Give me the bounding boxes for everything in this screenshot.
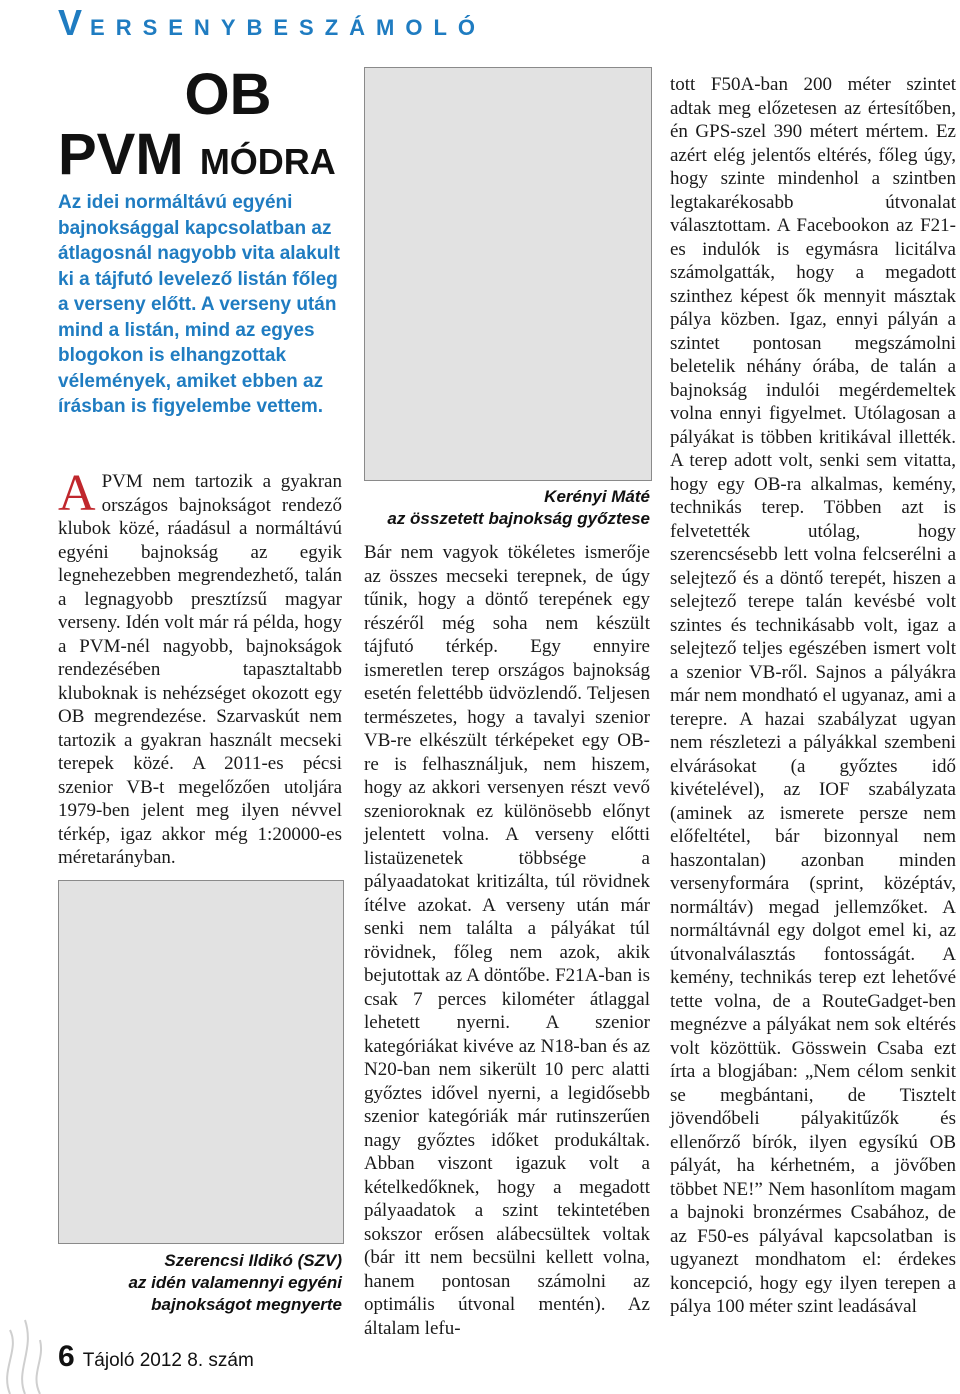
caption-name: Kerényi Máté — [544, 487, 650, 506]
caption-name: Szerencsi Ildikó (SZV) — [164, 1251, 342, 1270]
corner-decoration-icon — [0, 1310, 60, 1394]
title-line-2 — [58, 124, 348, 193]
page-footer — [58, 1340, 254, 1374]
page-number: 6 — [58, 1340, 75, 1373]
title-line-2-big: PVM — [58, 122, 184, 187]
article-lead: Az idei normáltávú egyéni bajnoksággal kapcsolatban az átlagosnál nagyobb vita alakult ki a tájfutó levelező listán főleg a verseny előtt. A verseny után mind a listán, mind az egyes blogokon is elhangzottak vélemények, amiket ebben az írásban is figyelembe vettem. — [58, 192, 340, 417]
section-header-rest: ERSENYBESZÁMOLÓ — [90, 15, 487, 40]
caption-desc-2: bajnokságot megnyerte — [151, 1295, 342, 1314]
section-header — [58, 2, 486, 44]
caption-desc-1: az idén valamennyi egyéni — [128, 1273, 342, 1292]
section-header-initial: V — [58, 2, 83, 43]
publication-info: Tájoló 2012 8. szám — [82, 1350, 254, 1371]
photo-szerencsi — [58, 880, 344, 1244]
drop-cap: A — [58, 465, 96, 522]
text-column-3: tott F50A-ban 200 méter szintet adtak meg előzetesen az értesítőben, én GPS-szel 390 métert mértem. Ez azért elég jelentős eltérés, főleg úgy, hogy szinte mindenhol a szintben legtakarékosabb útvonalat választottam. A Facebookon az F21-es indulók is egymásra licitálva számolgatták, hogy a megadott szinthez képest ők mennyit másztak pálya közben. Igaz, ennyi pályán a szintet pontosan megszámolni beletelik néhány órába, de talán a bajnokság indulói megérdemeltek volna ennyi figyelmet. Utólagosan a pályákat is többen kritikával illették. A terep adott volt, senki sem vitatta, hogy egy OB-ra alkalmas, kemény, technikás terep. Többen azt is felvetették utólag, hogy szerencsésebb lett volna felcserélni a selejtező és a döntő terepét, hiszen a selejtező terepe talán kevésbé volt szintes és technikásabb volt, igaz a selejtező teljes egészében ismert volt a szenior VB-ről. Sajnos a pályákra már nem mondható el ugyanaz, ami a terepre. A hazai szabályzat ugyan nem részletezi a pályákkal szembeni elvárásokat (a győztes idő kivételével), az IOF szabályzata (aminek az ismerete persze nem előfeltétel, bár bizonnyal nem haszontalan) azonban minden versenyformára (sprint, középtáv, normáltáv) megad jellemzőket. A normáltávnál egy dolgot emel ki, az útvonalválasztás fontosságát. A kemény, technikás terep ezt lehetővé tette volna, de a RouteGadget-ben megnézve a pályákat nem sok eltérés volt közöttük. Gösswein Csaba ezt írta a blogjában: „Nem célom senkit se megbántani, de Tisztelt jövendőbeli pályakitűzők és ellenőrző bírók, ilyen egysíkú OB pályát, ha kérhetném, a jövőben többet NE!” Nem hasonlítom magam a bajnoki bronzérmes Csabához, de az F50-es pályával kapcsolatban is ugyanezt mondhatom el: érdekes koncepció, hogy egy ilyen terepen a pálya 100 méter szint leadásával — [670, 74, 956, 1317]
column-1-body: PVM nem tartozik a gyakran országos bajnokságot rendező klubok közé, ráadásul a normáltávú egyéni bajnokság az egyik legnehezebben megrendezhető, talán a legnagyobb presztízsű magyar verseny. Idén volt már rá példa, hogy a PVM-nél nagyobb, bajnokságok rendezésében tapasztaltabb kluboknak is nehézséget okozott egy OB megrendezése. Szarvaskút nem tartozik a gyakran használt mecseki terepek közé. A 2011-es pécsi szenior VB-t megelőzően utoljára 1979-ben jelent meg ilyen névvel térkép, igaz akkor még 1:20000-es méretarányban. — [58, 471, 342, 868]
photo-caption-szerencsi — [58, 1250, 342, 1316]
text-column-1 — [58, 465, 342, 870]
text-column-2: Bár nem vagyok tökéletes ismerője az összes mecseki terepnek, de úgy tűnik, hogy a döntő terepének egy részéről még soha nem készült tájfutó térkép. Egy ennyire ismeretlen terep országos bajnokság esetén felettébb üdvözlendő. Teljesen természetes, hogy a tavalyi szenior VB-re elkészült térképeket egy OB-re is felhasználjuk, nem hiszem, hogy az akkori versenyen részt vevő szenioroknak ez különösebb előnyt jelentett volna. A verseny előtti listaüzenetek többsége a pályaadatokat kritizálta, túl rövidnek ítélve azokat. A verseny után már senki nem találta a pályákat túl rövidnek, főleg nem azok, akik bejutottak az A döntőbe. F21A-ban is csak 7 perces kilométer átlaggal lehetett nyerni. A szenior kategóriákat kivéve az N18-ban és az N20-ban nem sikerült 10 perc alatti győztes idővel nyerni, a legidősebb szenior kategóriák már rutinszerűen nagy győztes időket produkáltak. Abban viszont igazuk volt a kételkedőknek, hogy a megadott pályaadatok a szint tekintetében sokszor erősen alábecsültek voltak (bár itt nem becsülni kellett volna, hanem pontosan számolni az optimális útvonal mentén). Az általam lefu- — [364, 542, 650, 1339]
photo-caption-kerenyi — [364, 486, 650, 530]
caption-desc: az összetett bajnokság győztese — [387, 509, 650, 528]
article-title — [58, 62, 348, 193]
title-line-1: OB — [184, 62, 272, 127]
title-line-2-small: MÓDRA — [199, 141, 336, 182]
photo-kerenyi — [364, 67, 652, 481]
